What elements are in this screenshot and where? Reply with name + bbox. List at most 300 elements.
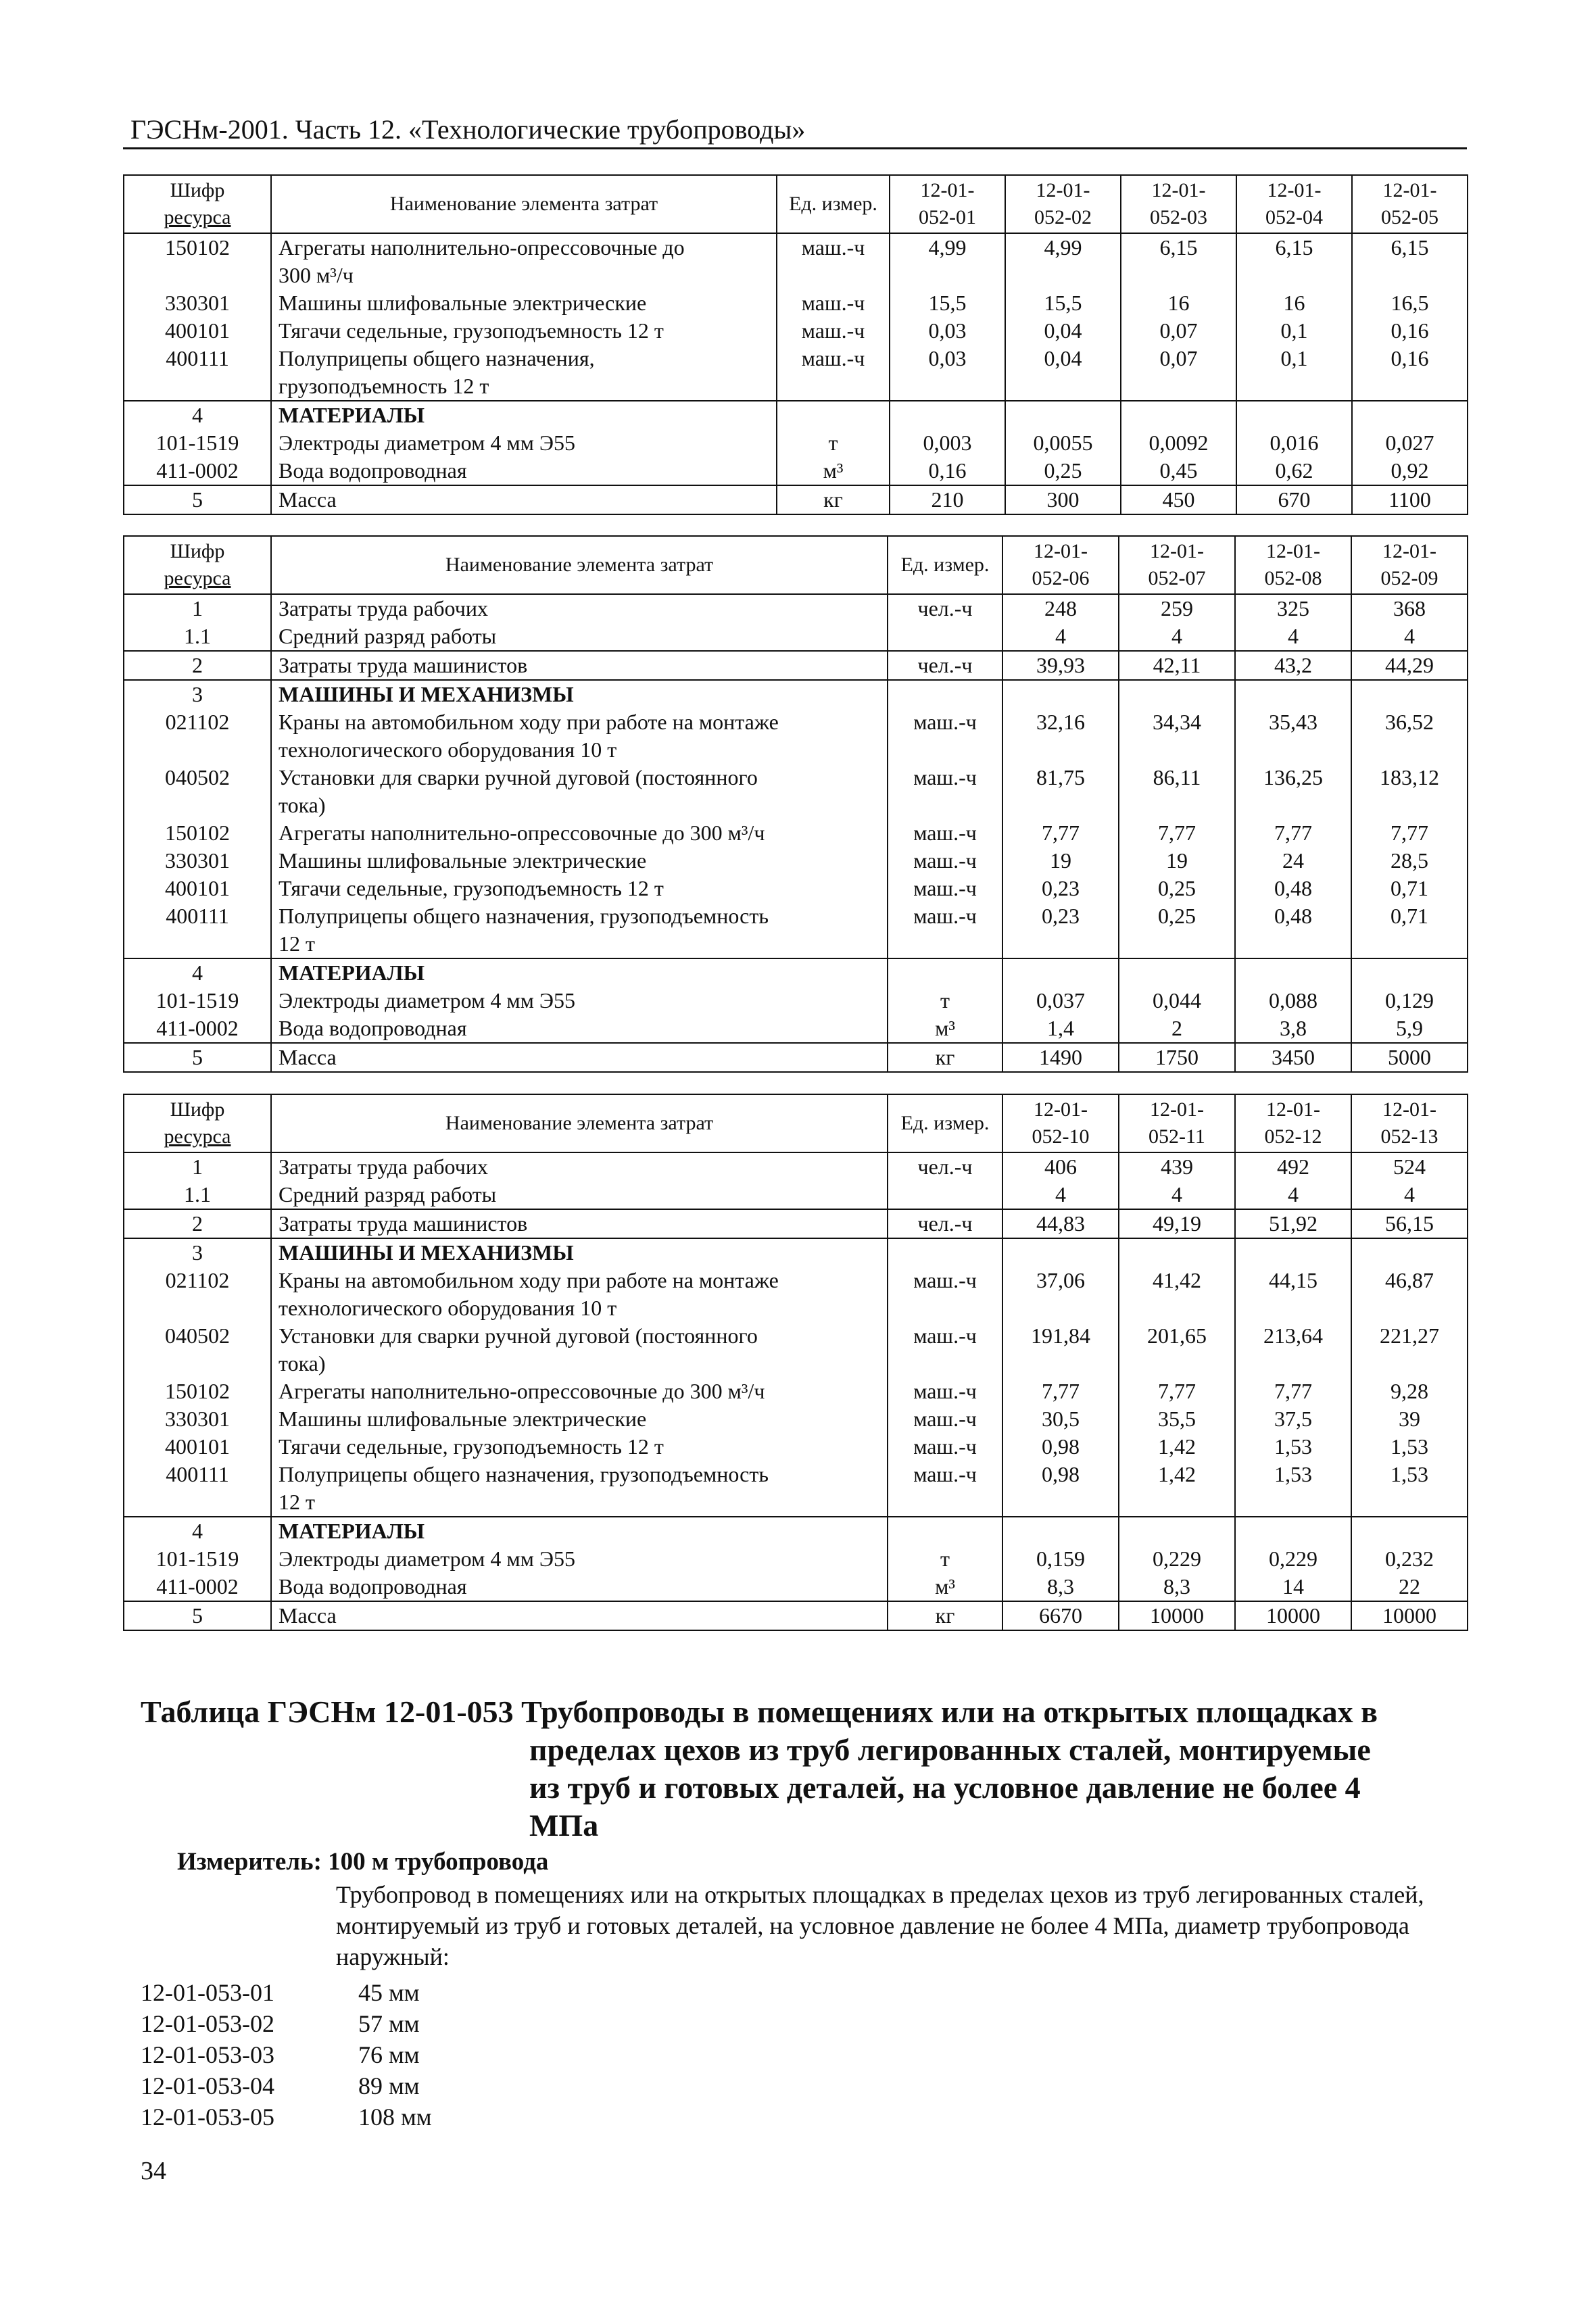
value-cell: 0,92 [1352, 457, 1468, 485]
table-row [124, 1043, 1468, 1072]
resource-code-cell: 400101 [124, 1433, 271, 1461]
value-cell: 6,15 [1121, 233, 1236, 289]
resource-code-cell: 040502 [124, 1322, 271, 1378]
table-row [124, 1322, 1468, 1378]
value-cell: 0,04 [1005, 345, 1121, 401]
value-cell: 19 [1002, 847, 1119, 875]
table-row [124, 902, 1468, 958]
cost-element-name-cell: Машины шлифовальные электрические [271, 847, 888, 875]
unit-cell: маш.-ч [888, 819, 1002, 847]
measurement-unit: Измеритель: 100 м трубопровода [177, 1848, 549, 1876]
unit-cell: кг [888, 1043, 1002, 1072]
value-cell: 201,65 [1119, 1322, 1235, 1378]
value-cell: 49,19 [1119, 1209, 1235, 1238]
resource-code-cell: 2 [124, 651, 271, 680]
value-cell: 0,07 [1121, 317, 1236, 345]
value-cell: 439 [1119, 1152, 1235, 1181]
value-cell: 44,83 [1002, 1209, 1119, 1238]
cost-element-name-cell: Тягачи седельные, грузоподъемность 12 т [271, 317, 777, 345]
resource-code-cell: 400111 [124, 1461, 271, 1517]
cost-element-name-cell: Средний разряд работы [271, 623, 888, 651]
value-cell: 0,037 [1002, 987, 1119, 1015]
resource-code-cell: 1 [124, 594, 271, 623]
table-row [124, 1405, 1468, 1433]
value-cell: 6,15 [1352, 233, 1468, 289]
value-cell [1119, 958, 1235, 987]
unit-cell [888, 1517, 1002, 1545]
table-row [124, 233, 1468, 289]
table-row [124, 1181, 1468, 1209]
table-row [124, 651, 1468, 680]
value-cell: 0,159 [1002, 1545, 1119, 1573]
value-cell: 42,11 [1119, 651, 1235, 680]
resource-code-cell: 411-0002 [124, 1573, 271, 1601]
cost-element-name-cell: Установки для сварки ручной дуговой (постоянного тока) [271, 1322, 888, 1378]
resource-code-cell: 330301 [124, 847, 271, 875]
value-cell: 0,0055 [1005, 429, 1121, 457]
cost-element-name-cell: Полуприцепы общего назначения, грузоподъемность 12 т [271, 902, 888, 958]
value-cell: 191,84 [1002, 1322, 1119, 1378]
cost-element-name-cell: Электроды диаметром 4 мм Э55 [271, 987, 888, 1015]
list-item: 12-01-053-01 45 мм [141, 1979, 420, 2006]
value-cell: 4 [1235, 623, 1351, 651]
value-cell: 0,03 [890, 345, 1005, 401]
table-row [124, 317, 1468, 345]
value-cell: 0,62 [1236, 457, 1352, 485]
resource-code-cell: 5 [124, 1043, 271, 1072]
value-cell: 0,98 [1002, 1461, 1119, 1517]
value-cell: 16 [1121, 289, 1236, 317]
value-cell: 39,93 [1002, 651, 1119, 680]
resource-code-cell: 330301 [124, 1405, 271, 1433]
value-cell: 7,77 [1002, 1378, 1119, 1405]
value-cell: 213,64 [1235, 1322, 1351, 1378]
value-cell: 44,29 [1351, 651, 1468, 680]
list-item: 12-01-053-04 89 мм [141, 2072, 420, 2099]
cost-element-name-cell: МАШИНЫ И МЕХАНИЗМЫ [271, 1238, 888, 1267]
cost-element-name-cell: МАТЕРИАЛЫ [271, 401, 777, 429]
value-cell: 1,53 [1351, 1433, 1468, 1461]
table-row [124, 594, 1468, 623]
norm-table-052-06-09 [123, 535, 1468, 1073]
value-cell: 43,2 [1235, 651, 1351, 680]
value-cell: 492 [1235, 1152, 1351, 1181]
unit-cell: маш.-ч [888, 902, 1002, 958]
value-cell: 4,99 [1005, 233, 1121, 289]
value-cell: 86,11 [1119, 764, 1235, 819]
value-cell: 1,53 [1235, 1433, 1351, 1461]
value-cell [1351, 680, 1468, 708]
value-cell: 56,15 [1351, 1209, 1468, 1238]
table-row [124, 987, 1468, 1015]
list-item: 12-01-053-03 76 мм [141, 2041, 420, 2068]
unit-cell: м³ [888, 1015, 1002, 1043]
unit-cell: м³ [888, 1573, 1002, 1601]
value-cell [1352, 401, 1468, 429]
value-cell [1351, 958, 1468, 987]
value-cell [890, 401, 1005, 429]
value-cell: 0,229 [1119, 1545, 1235, 1573]
unit-cell: маш.-ч [888, 1405, 1002, 1433]
resource-code-cell: 1.1 [124, 623, 271, 651]
section-description: Трубопровод в помещениях или на открытых площадках в пределах цехов из труб легированных сталей, монтируемый из труб и готовых деталей, на условное давление не более 4 МПа, диаметр трубопровода наружный: [336, 1881, 1424, 1970]
value-cell: 6670 [1002, 1601, 1119, 1630]
value-cell: 10000 [1119, 1601, 1235, 1630]
cost-element-name-cell: Краны на автомобильном ходу при работе на монтаже технологического оборудования 10 т [271, 708, 888, 764]
value-cell: 34,34 [1119, 708, 1235, 764]
unit-cell [888, 623, 1002, 651]
value-cell: 1750 [1119, 1043, 1235, 1072]
value-cell: 19 [1119, 847, 1235, 875]
value-cell: 0,48 [1235, 902, 1351, 958]
unit-cell: чел.-ч [888, 651, 1002, 680]
value-cell: 44,15 [1235, 1267, 1351, 1322]
rate-col-header: 12-01- 052-03 [1121, 175, 1236, 233]
cost-element-name-cell: Установки для сварки ручной дуговой (постоянного тока) [271, 764, 888, 819]
unit-cell: т [888, 1545, 1002, 1573]
resource-code-cell: 1 [124, 1152, 271, 1181]
value-cell: 1,53 [1351, 1461, 1468, 1517]
resource-code-cell: 150102 [124, 819, 271, 847]
table-row [124, 485, 1468, 514]
value-cell: 10000 [1351, 1601, 1468, 1630]
value-cell: 0,003 [890, 429, 1005, 457]
value-cell: 46,87 [1351, 1267, 1468, 1322]
value-cell: 0,98 [1002, 1433, 1119, 1461]
value-cell: 5,9 [1351, 1015, 1468, 1043]
value-cell: 0,16 [890, 457, 1005, 485]
cost-element-name-cell: Полуприцепы общего назначения, грузоподъемность 12 т [271, 345, 777, 401]
resource-code-cell: 150102 [124, 233, 271, 289]
rate-col-header: 12-01- 052-10 [1002, 1094, 1119, 1152]
cost-element-name-cell: Тягачи седельные, грузоподъемность 12 т [271, 1433, 888, 1461]
resource-code-cell: 3 [124, 680, 271, 708]
value-cell: 8,3 [1119, 1573, 1235, 1601]
table-row [124, 1267, 1468, 1322]
value-cell: 0,016 [1236, 429, 1352, 457]
value-cell: 259 [1119, 594, 1235, 623]
unit-cell: маш.-ч [777, 289, 890, 317]
value-cell: 136,25 [1235, 764, 1351, 819]
unit-cell: маш.-ч [888, 875, 1002, 902]
value-cell: 81,75 [1002, 764, 1119, 819]
name-col-header: Наименование элемента затрат [271, 175, 777, 233]
table-row [124, 1573, 1468, 1601]
value-cell: 24 [1235, 847, 1351, 875]
section-title: Таблица ГЭСНм 12-01-053 Трубопроводы в помещениях или на открытых площадках в пределах цехов из труб легированных сталей, монтируемые из труб и готовых деталей, на условное давление не более 4 МПа [141, 1695, 1378, 1843]
rate-col-header: 12-01- 052-05 [1352, 175, 1468, 233]
unit-cell [888, 1181, 1002, 1209]
cost-element-name-cell: Полуприцепы общего назначения, грузоподъемность 12 т [271, 1461, 888, 1517]
resource-code-cell: 040502 [124, 764, 271, 819]
value-cell: 2 [1119, 1015, 1235, 1043]
value-cell: 0,044 [1119, 987, 1235, 1015]
value-cell: 670 [1236, 485, 1352, 514]
value-cell: 0,229 [1235, 1545, 1351, 1573]
page-number: 34 [141, 2157, 166, 2185]
cost-element-name-cell: Агрегаты наполнительно-опрессовочные до 300 м³/ч [271, 233, 777, 289]
name-col-header: Наименование элемента затрат [271, 536, 888, 594]
value-cell: 3450 [1235, 1043, 1351, 1072]
resource-code-cell: 4 [124, 1517, 271, 1545]
code-col-header: Шифр ресурса [124, 1094, 271, 1152]
rate-col-header: 12-01- 052-06 [1002, 536, 1119, 594]
value-cell [1119, 1238, 1235, 1267]
value-cell: 41,42 [1119, 1267, 1235, 1322]
table-row [124, 1238, 1468, 1267]
unit-cell: кг [777, 485, 890, 514]
value-cell: 1490 [1002, 1043, 1119, 1072]
value-cell: 6,15 [1236, 233, 1352, 289]
table-row [124, 1209, 1468, 1238]
table-header-row [124, 175, 1468, 233]
unit-cell [777, 401, 890, 429]
resource-code-cell: 101-1519 [124, 1545, 271, 1573]
resource-code-cell: 021102 [124, 708, 271, 764]
unit-cell: маш.-ч [888, 1378, 1002, 1405]
value-cell [1119, 680, 1235, 708]
value-cell [1351, 1238, 1468, 1267]
rate-col-header: 12-01- 052-08 [1235, 536, 1351, 594]
value-cell: 7,77 [1235, 1378, 1351, 1405]
value-cell: 16,5 [1352, 289, 1468, 317]
value-cell: 0,71 [1351, 875, 1468, 902]
rate-col-header: 12-01- 052-09 [1351, 536, 1468, 594]
value-cell: 7,77 [1119, 819, 1235, 847]
unit-cell: т [888, 987, 1002, 1015]
list-item: 12-01-053-05 108 мм [141, 2103, 432, 2130]
table-row [124, 1545, 1468, 1573]
value-cell [1351, 1517, 1468, 1545]
cost-element-name-cell: Масса [271, 485, 777, 514]
value-cell: 22 [1351, 1573, 1468, 1601]
value-cell: 1,53 [1235, 1461, 1351, 1517]
value-cell: 4 [1235, 1181, 1351, 1209]
value-cell [1119, 1517, 1235, 1545]
value-cell [1002, 958, 1119, 987]
unit-cell: маш.-ч [888, 1433, 1002, 1461]
value-cell [1235, 680, 1351, 708]
value-cell: 0,16 [1352, 345, 1468, 401]
cost-element-name-cell: Машины шлифовальные электрические [271, 1405, 888, 1433]
value-cell [1005, 401, 1121, 429]
value-cell: 1100 [1352, 485, 1468, 514]
value-cell: 524 [1351, 1152, 1468, 1181]
code-col-header: Шифр ресурса [124, 175, 271, 233]
unit-cell [888, 1238, 1002, 1267]
table-row [124, 819, 1468, 847]
value-cell: 4 [1119, 623, 1235, 651]
value-cell [1002, 680, 1119, 708]
value-cell: 0,25 [1005, 457, 1121, 485]
unit-cell: кг [888, 1601, 1002, 1630]
unit-cell: маш.-ч [888, 764, 1002, 819]
cost-element-name-cell: Краны на автомобильном ходу при работе на монтаже технологического оборудования 10 т [271, 1267, 888, 1322]
running-header: ГЭСНм-2001. Часть 12. «Технологические трубопроводы» [130, 114, 806, 145]
value-cell: 15,5 [890, 289, 1005, 317]
value-cell: 221,27 [1351, 1322, 1468, 1378]
table-header-row [124, 536, 1468, 594]
value-cell: 248 [1002, 594, 1119, 623]
value-cell: 368 [1351, 594, 1468, 623]
unit-cell: чел.-ч [888, 1209, 1002, 1238]
value-cell [1121, 401, 1236, 429]
value-cell: 1,42 [1119, 1461, 1235, 1517]
table-row [124, 457, 1468, 485]
rate-col-header: 12-01- 052-11 [1119, 1094, 1235, 1152]
resource-code-cell: 150102 [124, 1378, 271, 1405]
norm-table-052-01-05 [123, 174, 1468, 515]
table-row [124, 847, 1468, 875]
rate-col-header: 12-01- 052-07 [1119, 536, 1235, 594]
resource-code-cell: 3 [124, 1238, 271, 1267]
value-cell: 35,5 [1119, 1405, 1235, 1433]
value-cell: 28,5 [1351, 847, 1468, 875]
resource-code-cell: 021102 [124, 1267, 271, 1322]
table-row [124, 1601, 1468, 1630]
value-cell: 0,23 [1002, 875, 1119, 902]
value-cell: 7,77 [1351, 819, 1468, 847]
unit-cell: маш.-ч [888, 1322, 1002, 1378]
cost-element-name-cell: Средний разряд работы [271, 1181, 888, 1209]
value-cell: 3,8 [1235, 1015, 1351, 1043]
value-cell: 51,92 [1235, 1209, 1351, 1238]
unit-col-header: Ед. измер. [777, 175, 890, 233]
resource-code-cell: 101-1519 [124, 987, 271, 1015]
resource-code-cell: 411-0002 [124, 457, 271, 485]
resource-code-cell: 2 [124, 1209, 271, 1238]
value-cell [1002, 1238, 1119, 1267]
value-cell: 325 [1235, 594, 1351, 623]
cost-element-name-cell: Вода водопроводная [271, 1015, 888, 1043]
unit-cell: чел.-ч [888, 594, 1002, 623]
cost-element-name-cell: Агрегаты наполнительно-опрессовочные до 300 м³/ч [271, 819, 888, 847]
value-cell [1235, 958, 1351, 987]
value-cell: 9,28 [1351, 1378, 1468, 1405]
resource-code-cell: 330301 [124, 289, 271, 317]
unit-col-header: Ед. измер. [888, 536, 1002, 594]
value-cell [1235, 1238, 1351, 1267]
value-cell: 0,23 [1002, 902, 1119, 958]
table-row [124, 1461, 1468, 1517]
norm-table-052-10-13 [123, 1094, 1468, 1631]
value-cell: 406 [1002, 1152, 1119, 1181]
table-row [124, 958, 1468, 987]
unit-cell: маш.-ч [777, 233, 890, 289]
cost-element-name-cell: Вода водопроводная [271, 457, 777, 485]
cost-element-name-cell: Вода водопроводная [271, 1573, 888, 1601]
cost-element-name-cell: МАШИНЫ И МЕХАНИЗМЫ [271, 680, 888, 708]
unit-cell: маш.-ч [777, 345, 890, 401]
value-cell: 5000 [1351, 1043, 1468, 1072]
value-cell: 4 [1351, 623, 1468, 651]
value-cell: 37,06 [1002, 1267, 1119, 1322]
cost-element-name-cell: Масса [271, 1043, 888, 1072]
value-cell: 4 [1119, 1181, 1235, 1209]
cost-element-name-cell: Затраты труда машинистов [271, 651, 888, 680]
value-cell: 7,77 [1119, 1378, 1235, 1405]
value-cell: 0,03 [890, 317, 1005, 345]
cost-element-name-cell: Машины шлифовальные электрические [271, 289, 777, 317]
cost-element-name-cell: Затраты труда рабочих [271, 594, 888, 623]
value-cell [1002, 1517, 1119, 1545]
resource-code-cell: 5 [124, 485, 271, 514]
cost-element-name-cell: МАТЕРИАЛЫ [271, 958, 888, 987]
value-cell: 4 [1351, 1181, 1468, 1209]
value-cell: 0,1 [1236, 345, 1352, 401]
value-cell: 30,5 [1002, 1405, 1119, 1433]
rate-col-header: 12-01- 052-02 [1005, 175, 1121, 233]
value-cell: 4 [1002, 623, 1119, 651]
table-row [124, 289, 1468, 317]
unit-cell: маш.-ч [888, 1461, 1002, 1517]
value-cell: 4,99 [890, 233, 1005, 289]
rate-col-header: 12-01- 052-13 [1351, 1094, 1468, 1152]
value-cell: 0,04 [1005, 317, 1121, 345]
value-cell: 0,25 [1119, 902, 1235, 958]
value-cell: 4 [1002, 1181, 1119, 1209]
table-row [124, 345, 1468, 401]
cost-element-name-cell: Затраты труда рабочих [271, 1152, 888, 1181]
value-cell: 0,088 [1235, 987, 1351, 1015]
table-row [124, 1517, 1468, 1545]
value-cell: 8,3 [1002, 1573, 1119, 1601]
cost-element-name-cell: Электроды диаметром 4 мм Э55 [271, 429, 777, 457]
resource-code-cell: 101-1519 [124, 429, 271, 457]
value-cell [1235, 1517, 1351, 1545]
rate-code-list [141, 1977, 432, 2133]
rate-col-header: 12-01- 052-01 [890, 175, 1005, 233]
value-cell: 37,5 [1235, 1405, 1351, 1433]
cost-element-name-cell: Масса [271, 1601, 888, 1630]
value-cell: 0,1 [1236, 317, 1352, 345]
name-col-header: Наименование элемента затрат [271, 1094, 888, 1152]
value-cell: 14 [1235, 1573, 1351, 1601]
value-cell: 7,77 [1235, 819, 1351, 847]
table-row [124, 1015, 1468, 1043]
resource-code-cell: 411-0002 [124, 1015, 271, 1043]
cost-element-name-cell: Затраты труда машинистов [271, 1209, 888, 1238]
rate-col-header: 12-01- 052-12 [1235, 1094, 1351, 1152]
table-row [124, 708, 1468, 764]
list-item: 12-01-053-02 57 мм [141, 2010, 420, 2037]
unit-cell: маш.-ч [888, 847, 1002, 875]
resource-code-cell: 1.1 [124, 1181, 271, 1209]
value-cell: 0,48 [1235, 875, 1351, 902]
table-row [124, 764, 1468, 819]
unit-cell: маш.-ч [888, 708, 1002, 764]
value-cell: 0,25 [1119, 875, 1235, 902]
resource-code-cell: 400101 [124, 875, 271, 902]
unit-cell: т [777, 429, 890, 457]
table-row [124, 429, 1468, 457]
table-row [124, 623, 1468, 651]
value-cell: 1,4 [1002, 1015, 1119, 1043]
value-cell: 10000 [1235, 1601, 1351, 1630]
value-cell: 183,12 [1351, 764, 1468, 819]
unit-cell: маш.-ч [888, 1267, 1002, 1322]
value-cell: 36,52 [1351, 708, 1468, 764]
resource-code-cell: 5 [124, 1601, 271, 1630]
unit-col-header: Ед. измер. [888, 1094, 1002, 1152]
unit-cell: чел.-ч [888, 1152, 1002, 1181]
value-cell: 35,43 [1235, 708, 1351, 764]
table-row [124, 680, 1468, 708]
value-cell: 1,42 [1119, 1433, 1235, 1461]
resource-code-cell: 4 [124, 958, 271, 987]
rate-col-header: 12-01- 052-04 [1236, 175, 1352, 233]
value-cell: 0,0092 [1121, 429, 1236, 457]
